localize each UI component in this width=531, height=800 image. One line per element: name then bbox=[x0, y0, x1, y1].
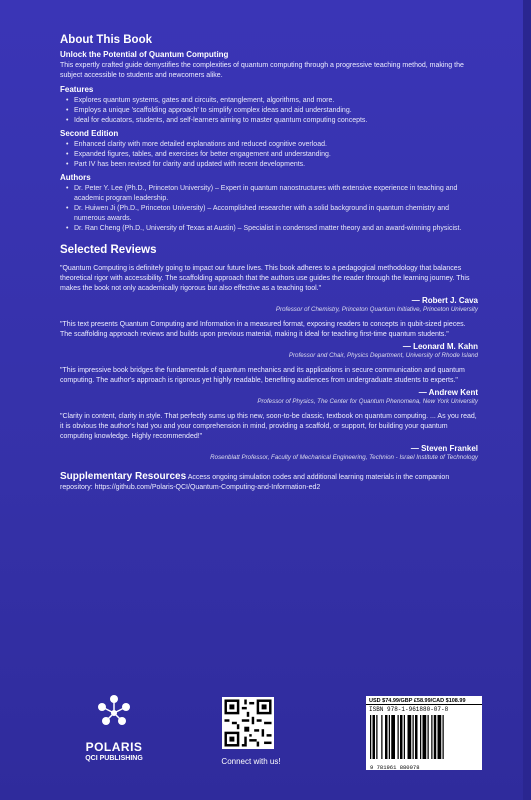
list-item: • Explores quantum systems, gates and circuits, entanglement, algorithms, and more. bbox=[74, 96, 478, 106]
polaris-logo-icon bbox=[94, 693, 134, 733]
features-list bbox=[60, 96, 478, 126]
review bbox=[60, 366, 478, 406]
list-item: • Ideal for educators, students, and self-learners aiming to master quantum computing concepts. bbox=[74, 116, 478, 126]
list-item: • Part IV has been revised for clarity and updated with recent developments. bbox=[74, 160, 478, 170]
about-title: About This Book bbox=[60, 34, 152, 46]
supplementary-resources bbox=[60, 472, 478, 493]
review-affiliation: Professor and Chair, Physics Department, University of Rhode Island bbox=[288, 352, 478, 359]
review-affiliation: Rosenblatt Professor, Faculty of Mechanical Engineering, Technion - Israel Institute of Technology bbox=[210, 454, 478, 461]
about-subtitle: Unlock the Potential of Quantum Computing bbox=[60, 50, 229, 59]
features-title: Features bbox=[60, 85, 94, 94]
review-quote: "Quantum Computing is definitely going to impact our future lives. This book adheres to a pedagogical methodology that balances theoretical rigor with accessibility. The scaffolding approach that the authors use guides the reader through the learning journey. This makes the book not only academically rigorous but also effective as a teaching tool." bbox=[60, 265, 470, 292]
review-quote: "This text presents Quantum Computing and Information in a measured format, exposing readers to concepts in qubit-sized pieces. The scaffolding approach reviews and builds upon previous material, making it ideal for teaching first-time quantum students." bbox=[60, 321, 466, 338]
authors-title: Authors bbox=[60, 173, 91, 182]
edition-title: Second Edition bbox=[60, 129, 119, 138]
list-item: • Dr. Ran Cheng (Ph.D., University of Texas at Austin) – Specialist in condensed matter theory and an award-winning physicist. bbox=[74, 224, 478, 234]
barcode-number: 9 781961 880078 bbox=[370, 764, 420, 771]
connect-label: Connect with us! bbox=[221, 757, 281, 766]
barcode-icon bbox=[370, 715, 478, 759]
list-item: • Employs a unique 'scaffolding approach' to simplify complex ideas and aid understanding. bbox=[74, 106, 478, 116]
supplementary-title: Supplementary Resources bbox=[60, 471, 187, 482]
review-affiliation: Professor of Physics, The Center for Quantum Phenomena, New York University bbox=[257, 398, 478, 405]
review bbox=[60, 412, 478, 462]
list-item: • Dr. Huiwen Ji (Ph.D., Princeton University) – Accomplished researcher with a solid background in quantum chemistry and numerous awards. bbox=[74, 204, 478, 224]
review-quote: "This impressive book bridges the fundamentals of quantum mechanics and its applications in secure communication and quantum computing. The author's approach is rigorous yet highly readable, benefiting audiences from undergraduate students to experts." bbox=[60, 367, 465, 384]
review-author: — Andrew Kent bbox=[418, 388, 478, 397]
qr-code-icon bbox=[222, 697, 274, 749]
reviews-title: Selected Reviews bbox=[60, 244, 157, 256]
list-item: • Expanded figures, tables, and exercises for better engagement and understanding. bbox=[74, 150, 478, 160]
price-text: USD $74.99/GBP £58.99/CAD $108.99 bbox=[366, 696, 482, 705]
review-author: — Steven Frankel bbox=[410, 444, 478, 453]
barcode-label bbox=[366, 696, 482, 770]
publisher-sub: QCI PUBLISHING bbox=[85, 755, 143, 762]
isbn-text: ISBN 978-1-961880-07-8 bbox=[369, 706, 449, 713]
list-item: • Enhanced clarity with more detailed explanations and reduced cognitive overload. bbox=[74, 140, 478, 150]
publisher-logo bbox=[68, 693, 160, 762]
cover-text bbox=[60, 34, 478, 493]
supplementary-text: Access ongoing simulation codes and additional learning materials in the companion repository: https://github.com/Polaris-QCI/Quantum-Computing-and-Information-ed2 bbox=[60, 474, 450, 491]
review-quote: "Clarity in content, clarity in style. That perfectly sums up this new, soon-to-be classic, textbook on quantum computing. ... As you read, it is obvious the author's had you and your comprehension in mind, providing a scaffold, or support, for building your quantum computing knowledge. Highly recommended!" bbox=[60, 413, 477, 440]
authors-list bbox=[60, 184, 478, 234]
about-intro: This expertly crafted guide demystifies the complexities of quantum computing through a progressive teaching method, making the subject accessible to students and newcomers alike. bbox=[60, 62, 464, 79]
spine-edge bbox=[523, 0, 531, 800]
review-author: — Leonard M. Kahn bbox=[402, 342, 478, 351]
review-affiliation: Professor of Chemistry, Princeton Quantum Initiative, Princeton University bbox=[275, 306, 478, 313]
review-author: — Robert J. Cava bbox=[411, 296, 478, 305]
list-item: • Dr. Peter Y. Lee (Ph.D., Princeton University) – Expert in quantum nanostructures with extensive experience in teaching and academic program leadership. bbox=[74, 184, 478, 204]
review bbox=[60, 264, 478, 314]
publisher-name: POLARIS bbox=[85, 740, 143, 754]
review bbox=[60, 320, 478, 360]
edition-list bbox=[60, 140, 478, 170]
